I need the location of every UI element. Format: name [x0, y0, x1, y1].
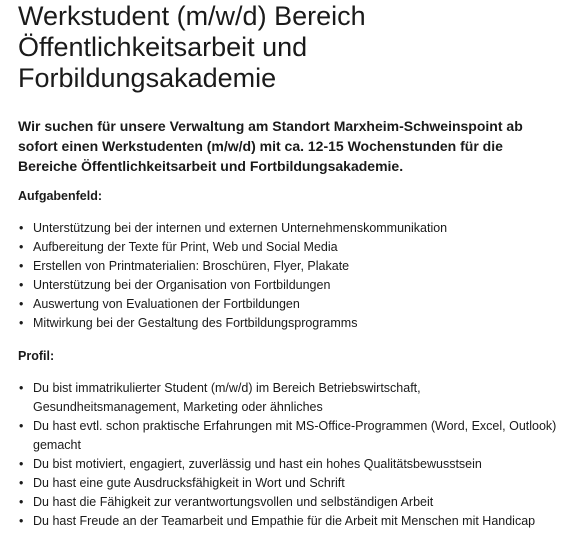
bullet-icon: •	[19, 514, 24, 528]
title-line-2: Öffentlichkeitsarbeit und	[18, 32, 308, 62]
intro-paragraph: Wir suchen für unsere Verwaltung am Standort Marxheim-Schweinspoint ab sofort einen Werkstudenten (m/w/d) mit ca. 12-15 Wochenstunden für die Bereiche Öffentlichkeitsarbeit und Fortbildungsakademie.	[18, 118, 523, 174]
list-item	[18, 417, 559, 455]
list-item	[18, 455, 559, 474]
list-item-text: Unterstützung bei der internen und externen Unternehmenskommunikation	[33, 221, 448, 235]
list-item	[18, 474, 559, 493]
list-item	[18, 219, 559, 238]
list-item-text: Auswertung von Evaluationen der Fortbildungen	[33, 297, 300, 311]
section-heading: Profil:	[18, 349, 55, 363]
list-item	[18, 257, 559, 276]
bullet-icon: •	[19, 381, 24, 395]
bullet-icon: •	[19, 476, 24, 490]
bullet-icon: •	[19, 297, 24, 311]
list-item	[18, 238, 559, 257]
bullet-icon: •	[19, 240, 24, 254]
list-item-text: Du bist immatrikulierter Student (m/w/d) im Bereich Betriebswirtschaft, Gesundheitsmanagement, Marketing oder ähnliches	[33, 381, 421, 414]
bullet-icon: •	[19, 316, 24, 330]
profile-list	[18, 379, 559, 531]
page-title	[18, 0, 559, 94]
bullet-icon: •	[19, 221, 24, 235]
list-item	[18, 295, 559, 314]
list-item-text: Erstellen von Printmaterialien: Broschüren, Flyer, Plakate	[33, 259, 350, 273]
bullet-icon: •	[19, 419, 24, 433]
list-item	[18, 314, 559, 333]
list-item-text: Du hast eine gute Ausdrucksfähigkeit in Wort und Schrift	[33, 476, 345, 490]
list-item	[18, 276, 559, 295]
list-item-text: Du hast die Fähigkeit zur verantwortungsvollen und selbständigen Arbeit	[33, 495, 434, 509]
list-item-text: Unterstützung bei der Organisation von Fortbildungen	[33, 278, 331, 292]
section-aufgabenfeld	[18, 187, 559, 333]
section-heading: Aufgabenfeld:	[18, 189, 103, 203]
task-list	[18, 219, 559, 333]
bullet-icon: •	[19, 278, 24, 292]
title-line-1: Werkstudent (m/w/d) Bereich	[18, 1, 366, 31]
list-item-text: Aufbereitung der Texte für Print, Web und Social Media	[33, 240, 338, 254]
title-line-3: Forbildungsakademie	[18, 63, 277, 93]
list-item	[18, 379, 559, 417]
bullet-icon: •	[19, 495, 24, 509]
list-item	[18, 512, 559, 531]
list-item-text: Du hast evtl. schon praktische Erfahrungen mit MS-Office-Programmen (Word, Excel, Outlook) gemacht	[33, 419, 557, 452]
list-item-text: Du hast Freude an der Teamarbeit und Empathie für die Arbeit mit Menschen mit Handicap	[33, 514, 536, 528]
bullet-icon: •	[19, 457, 24, 471]
list-item-text: Mitwirkung bei der Gestaltung des Fortbildungsprogramms	[33, 316, 358, 330]
list-item	[18, 493, 559, 512]
bullet-icon: •	[19, 259, 24, 273]
section-profil	[18, 347, 559, 531]
list-item-text: Du bist motiviert, engagiert, zuverlässig und hast ein hohes Qualitätsbewusstsein	[33, 457, 482, 471]
